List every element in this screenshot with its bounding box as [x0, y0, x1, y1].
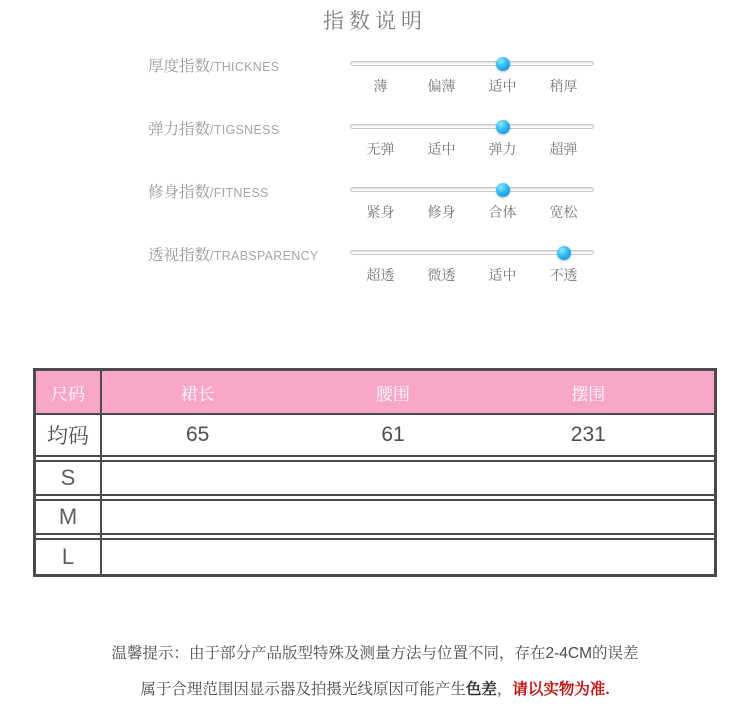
slider-thumb-icon[interactable]: [496, 57, 510, 71]
index-row: [148, 58, 594, 96]
reminder-period: .: [605, 681, 610, 698]
slider-option-label: 适中: [427, 141, 456, 157]
size-table-rows: [36, 371, 714, 574]
slider-track[interactable]: [350, 247, 594, 260]
slider-option-label: 适中: [488, 267, 517, 283]
slider-option-labels: [350, 265, 594, 285]
slider-option-label: 微透: [427, 267, 456, 283]
slider-option-label: 薄: [373, 78, 388, 94]
size-cell: M: [58, 504, 78, 529]
table-row: [36, 415, 714, 457]
table-row: [36, 460, 714, 496]
table-row: [36, 538, 714, 574]
slider-track[interactable]: [350, 184, 594, 197]
index-row-label: [148, 184, 350, 201]
slider-track[interactable]: [350, 121, 594, 134]
table-row: [36, 499, 714, 535]
header-cell: 摆围: [571, 384, 606, 404]
slider-option-labels: [350, 139, 594, 159]
header-cell: 尺码: [51, 384, 85, 404]
slider-thumb-icon[interactable]: [496, 120, 510, 134]
page-title: 指数说明: [323, 10, 427, 33]
slider-option-label: 无弹: [366, 141, 395, 157]
reminder-color-diff-emphasis: 色差: [465, 681, 497, 698]
value-cell: 65: [185, 423, 210, 446]
index-slider: [350, 247, 594, 285]
slider-bar: [350, 187, 594, 192]
slider-bar: [350, 124, 594, 129]
slider-option-label: 紧身: [366, 204, 395, 220]
slider-option-label: 稍厚: [549, 78, 578, 94]
index-label-cn: 厚度指数: [148, 58, 211, 75]
slider-option-label: 超透: [366, 267, 395, 283]
index-row: [148, 247, 594, 285]
size-table: [33, 368, 717, 577]
index-slider: [350, 121, 594, 159]
slider-option-label: 不透: [549, 267, 578, 283]
size-cell: 均码: [47, 425, 89, 448]
slider-thumb-icon[interactable]: [557, 246, 571, 260]
index-row: [148, 184, 594, 222]
value-cell: 61: [381, 423, 405, 446]
slider-option-label: 合体: [488, 204, 517, 220]
index-label-en: /TRABSPARENCY: [210, 249, 319, 263]
value-cell: 231: [570, 423, 606, 446]
index-label-en: /THICKNES: [210, 60, 280, 74]
slider-option-label: 宽松: [549, 204, 578, 220]
slider-option-label: 适中: [488, 78, 517, 94]
index-label-cn: 透视指数: [148, 247, 211, 264]
slider-option-labels: [350, 76, 594, 96]
slider-option-label: 偏薄: [427, 78, 456, 94]
reminder-line-2: [0, 677, 750, 699]
index-row-label: [148, 247, 350, 264]
reminder-red-warning: 请以实物为准: [512, 681, 606, 698]
index-slider: [350, 58, 594, 96]
index-row: [148, 121, 594, 159]
size-cell: S: [60, 465, 76, 490]
reminder-line-2-prefix: 属于合理范围因显示器及拍摄光线原因可能产生: [140, 681, 466, 698]
index-row-label: [148, 121, 350, 138]
size-cell: L: [61, 544, 75, 569]
table-column-divider: [100, 371, 102, 574]
reminder-separator: ，: [496, 681, 513, 698]
slider-option-labels: [350, 202, 594, 222]
index-label-en: /TIGSNESS: [210, 123, 280, 137]
index-label-cn: 弹力指数: [148, 121, 211, 138]
index-slider: [350, 184, 594, 222]
slider-option-label: 超弹: [549, 141, 578, 157]
slider-option-label: 弹力: [488, 141, 517, 157]
slider-bar: [350, 61, 594, 66]
slider-track[interactable]: [350, 58, 594, 71]
reminder-line-1: 温馨提示：由于部分产品版型特殊及测量方法与位置不同，存在2-4CM的误差: [111, 645, 639, 662]
slider-option-label: 修身: [427, 204, 456, 220]
slider-thumb-icon[interactable]: [496, 183, 510, 197]
header-cell: 裙长: [180, 384, 215, 404]
index-row-label: [148, 58, 350, 75]
header-cell: 腰围: [375, 384, 410, 404]
index-label-cn: 修身指数: [148, 184, 211, 201]
size-table-header-row: [36, 371, 714, 415]
index-label-en: /FITNESS: [210, 186, 269, 200]
